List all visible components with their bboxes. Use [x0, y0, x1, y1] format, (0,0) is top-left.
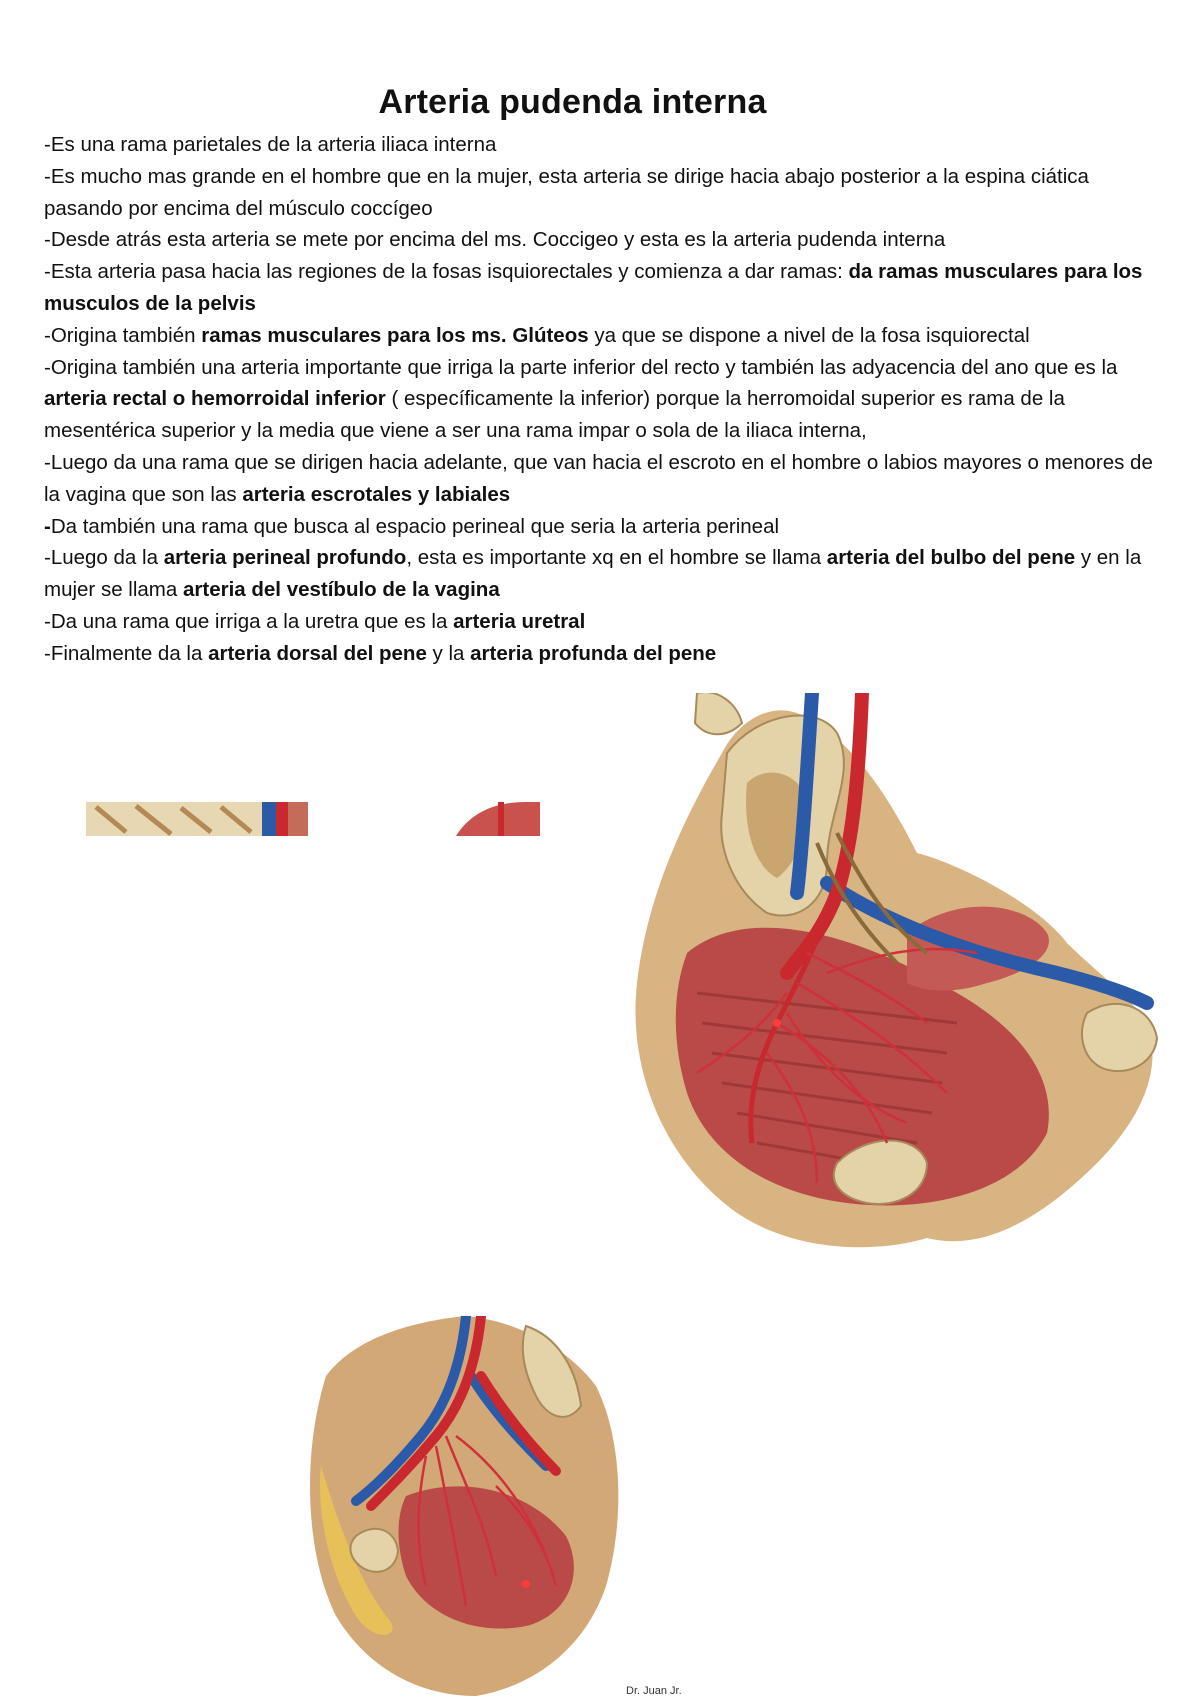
text-run: -Finalmente da la	[44, 641, 209, 665]
page-title: Arteria pudenda interna	[378, 82, 767, 121]
strip-muscle	[288, 802, 308, 836]
bold-text-run: arteria perineal profundo	[163, 546, 407, 570]
text-run: -Luego da la	[44, 546, 164, 570]
paragraph	[44, 161, 1169, 225]
text-run: y la	[426, 641, 471, 665]
paragraph	[44, 447, 1169, 511]
bold-text-run: arteria profunda del pene	[470, 641, 717, 665]
bold-text-run: arteria uretral	[453, 609, 586, 633]
bold-text-run: da ramas musculares para los musculos de la pelvis	[44, 260, 1143, 315]
paragraph	[44, 352, 1169, 447]
text-run: -Esta arteria pasa hacia las regiones de la fosas isquiorectales y comienza a dar ramas:	[44, 260, 849, 284]
paragraph	[44, 638, 1169, 670]
paragraph	[44, 224, 1169, 256]
paragraph	[44, 542, 1169, 606]
text-run: -Luego da una rama que se dirigen hacia adelante, que van hacia el escroto en el hombre o labios mayores o menores de la vagina que son las	[44, 450, 1153, 506]
coccyx-bone	[695, 693, 742, 734]
artery-marker	[773, 1019, 781, 1027]
text-run: y en la mujer se llama	[44, 546, 1142, 602]
text-run: -Origina también una arteria importante que irriga la parte inferior del recto y también las adyacencia del ano que es la	[44, 355, 1118, 379]
bold-text-run: arteria rectal o hemorroidal inferior	[44, 387, 386, 411]
bold-text-run: arteria dorsal del pene	[208, 641, 427, 665]
bold-text-run: ramas musculares para los ms. Glúteos	[201, 323, 589, 347]
pubic-bone	[1082, 1004, 1157, 1071]
text-run: Da también una rama que busca al espacio perineal que seria la arteria perineal	[50, 514, 780, 538]
anatomy-illustration-pelvis-lateral	[627, 693, 1162, 1293]
text-run: -Origina también	[44, 323, 202, 347]
anatomy-illustration-strip	[86, 802, 540, 836]
text-run: ya que se dispone a nivel de la fosa isquiorectal	[588, 323, 1030, 347]
anatomy-illustration-perineum	[296, 1316, 626, 1696]
paragraph	[44, 320, 1169, 352]
paragraph	[44, 129, 1169, 161]
text-run: -Desde atrás esta arteria se mete por encima del ms. Coccigeo y esta es la arteria pudenda interna	[44, 228, 946, 252]
strip-artery-right	[498, 802, 504, 836]
text-run: -Es una rama parietales de la arteria iliaca interna	[44, 133, 497, 156]
bold-text-run: arteria del vestíbulo de la vagina	[183, 578, 500, 602]
strip-artery	[276, 802, 288, 836]
image-credit: Dr. Juan Jr.	[626, 1685, 682, 1697]
paragraph	[44, 606, 1169, 638]
strip-vein	[262, 802, 276, 836]
body-text	[44, 129, 1169, 670]
paragraph	[44, 256, 1169, 320]
bold-text-run: arteria del bulbo del pene	[826, 546, 1076, 570]
bold-text-run: arteria escrotales y labiales	[242, 482, 511, 506]
artery-marker-2	[522, 1580, 530, 1588]
paragraph	[44, 511, 1169, 543]
bold-text-run: -	[44, 514, 51, 538]
text-run: -Es mucho mas grande en el hombre que en la mujer, esta arteria se dirige hacia abajo posterior a la espina ciática pasando por encima del músculo coccígeo	[44, 164, 1089, 220]
text-run: -Da una rama que irriga a la uretra que es la	[44, 609, 454, 633]
text-run: , esta es importante xq en el hombre se llama	[406, 546, 827, 570]
text-run: ( específicamente la inferior) porque la herromoidal superior es rama de la mesentérica superior y la media que viene a ser una rama impar o sola de la iliaca interna,	[44, 387, 1065, 443]
